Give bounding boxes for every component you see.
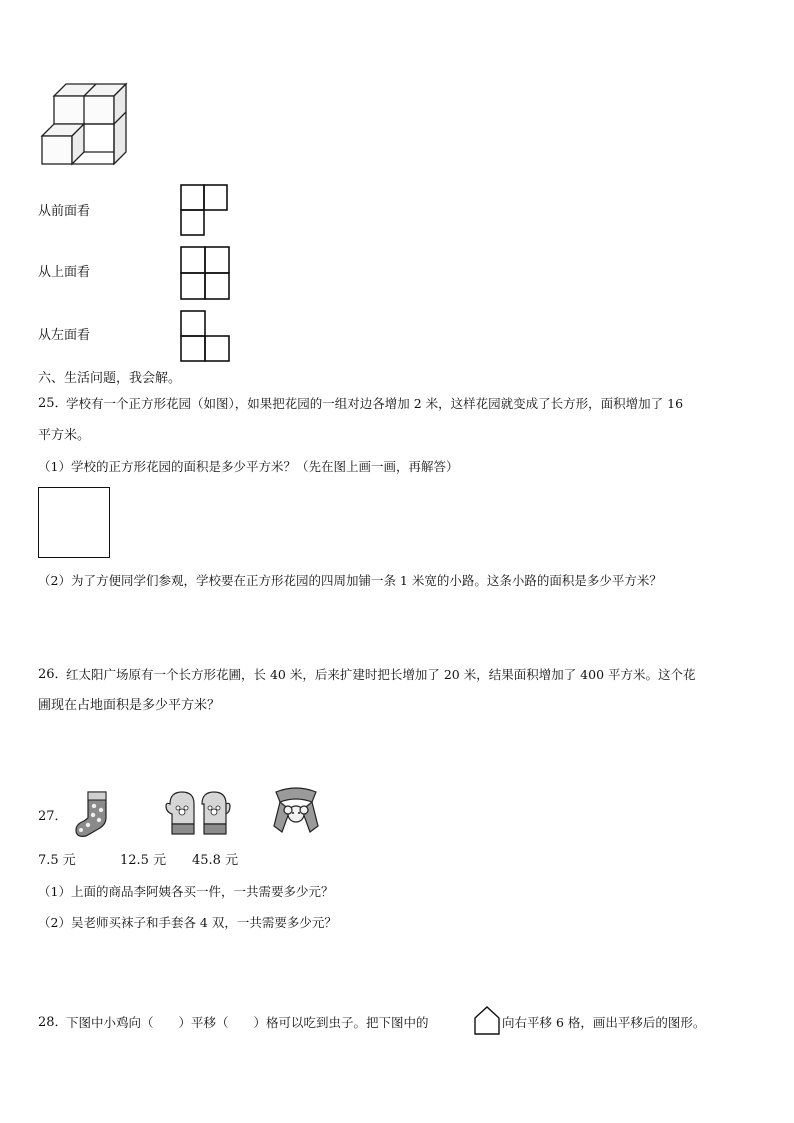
q25-text-line2: 平方米。 (38, 428, 91, 443)
q25-part2: （2）为了方便同学们参观，学校要在正方形花园的四周加铺一条 1 米宽的小路。这条小路的面积是多少平方米？ (38, 573, 662, 588)
q28-text-after: 向右平移 6 格，画出平移后的图形。 (502, 1015, 706, 1030)
scarf-icon (268, 786, 324, 838)
front-view-grid (180, 184, 230, 238)
q25-part1: （1）学校的正方形花园的面积是多少平方米？（先在图上画一画，再解答） (38, 459, 459, 474)
left-view-label: 从左面看 (38, 328, 91, 343)
top-view-label: 从上面看 (38, 265, 91, 280)
section-heading: 六、生活问题，我会解。 (38, 371, 182, 386)
q26-text-line2: 圃现在占地面积是多少平方米？ (38, 698, 221, 713)
q28-number: 28． (38, 1015, 68, 1030)
q26-text-line1: 红太阳广场原有一个长方形花圃，长 40 米，后来扩建时把长增加了 20 米，结果面积增加了 400 平方米。这个花 (66, 667, 696, 682)
cube-solid-figure (38, 80, 133, 170)
q25-number: 25． (38, 396, 68, 411)
q25-text-line1: 学校有一个正方形花园（如图），如果把花园的一组对边各增加 2 米，这样花园就变成了长方形，面积增加了 16 (66, 396, 684, 411)
house-shape-icon (474, 1006, 500, 1036)
left-view-grid (180, 310, 232, 364)
scarf-price: 45.8 元 (192, 853, 239, 868)
sock-price: 7.5 元 (38, 853, 76, 868)
gloves-icon (164, 790, 232, 838)
q27-number: 27． (38, 809, 68, 824)
sock-icon (72, 790, 116, 838)
q27-part1: （1）上面的商品李阿姨各买一件，一共需要多少元？ (38, 884, 334, 899)
gloves-price: 12.5 元 (120, 853, 167, 868)
front-view-label: 从前面看 (38, 204, 91, 219)
q27-part2: （2）吴老师买袜子和手套各 4 双，一共需要多少元？ (38, 915, 337, 930)
q26-number: 26． (38, 667, 68, 682)
square-garden-figure (38, 487, 110, 558)
top-view-grid (180, 246, 232, 302)
q28-text-before: 下图中小鸡向（ ）平移（ ）格可以吃到虫子。把下图中的 (66, 1015, 429, 1030)
